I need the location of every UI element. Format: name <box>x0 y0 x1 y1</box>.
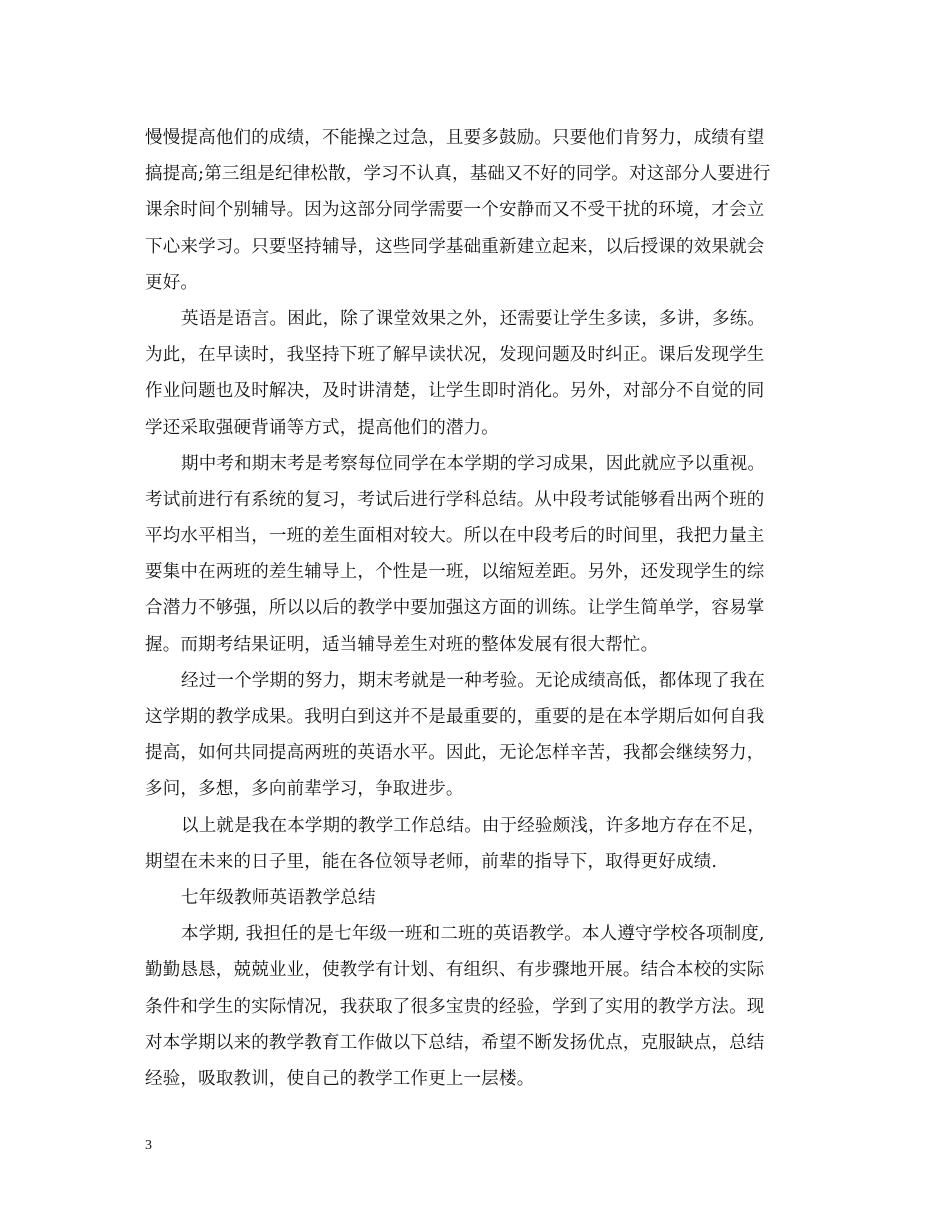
text-line: 要集中在两班的差生辅导上，个性是一班，以缩短差距。另外，还发现学生的综 <box>145 562 765 583</box>
paragraph-first-line: 经过一个学期的努力，期末考就是一种考验。无论成绩高低，都体现了我在 <box>181 670 766 691</box>
text-line: 慢慢提高他们的成绩，不能操之过急，且要多鼓励。只要他们肯努力，成绩有望 <box>145 128 765 148</box>
text-line: 合潜力不够强，所以以后的教学中要加强这方面的训练。让学生简单学，容易掌 <box>145 598 765 619</box>
text-line: 勤勤恳恳，兢兢业业，使教学有计划、有组织、有步骤地开展。结合本校的实际 <box>145 960 765 981</box>
text-line: 为此，在早读时，我坚持下班了解早读状况，发现问题及时纠正。课后发现学生 <box>145 345 765 366</box>
paragraph-first-line: 以上就是我在本学期的教学工作总结。由于经验颇浅，许多地方存在不足， <box>181 815 766 836</box>
text-line: 多问，多想，多向前辈学习，争取进步。 <box>145 779 464 800</box>
text-line: 握。而期考结果证明，适当辅导差生对班的整体发展有很大帮忙。 <box>145 634 659 655</box>
text-line: 条件和学生的实际情况，我获取了很多宝贵的经验，学到了实用的教学方法。现 <box>145 996 765 1017</box>
text-line: 更好。 <box>145 272 199 293</box>
text-line: 下心来学习。只要坚持辅导，这些同学基础重新建立起来，以后授课的效果就会 <box>145 236 765 257</box>
paragraph-first-line: 本学期, 我担任的是七年级一班和二班的英语教学。本人遵守学校各项制度, <box>181 924 765 945</box>
text-line: 提高，如何共同提高两班的英语水平。因此，无论怎样辛苦，我都会继续努力， <box>145 743 765 764</box>
text-line: 学还采取强硬背诵等方式，提高他们的潜力。 <box>145 417 499 438</box>
text-line: 对本学期以来的教学教育工作做以下总结，希望不断发扬优点，克服缺点，总结 <box>145 1032 765 1053</box>
text-line: 搞提高;第三组是纪律松散，学习不认真，基础又不好的同学。对这部分人要进行 <box>145 164 771 185</box>
section-heading: 七年级教师英语教学总结 <box>181 887 376 908</box>
text-line: 经验，吸取教训，使自己的教学工作更上一层楼。 <box>145 1068 535 1089</box>
text-line: 期望在未来的日子里，能在各位领导老师，前辈的指导下，取得更好成绩. <box>145 851 718 872</box>
text-line: 考试前进行有系统的复习，考试后进行学科总结。从中段考试能够看出两个班的 <box>145 489 765 510</box>
text-line: 课余时间个别辅导。因为这部分同学需要一个安静而又不受干扰的环境，才会立 <box>145 200 765 221</box>
page-number: 3 <box>145 1138 152 1153</box>
document-body <box>145 120 810 1097</box>
text-line: 平均水平相当，一班的差生面相对较大。所以在中段考后的时间里，我把力量主 <box>145 526 765 547</box>
paragraph-first-line: 期中考和期末考是考察每位同学在本学期的学习成果，因此就应予以重视。 <box>181 453 766 474</box>
paragraph-first-line: 英语是语言。困此，除了课堂效果之外，还需要让学生多读，多讲，多练。 <box>181 308 766 329</box>
text-line: 作业问题也及时解决，及时讲清楚，让学生即时消化。另外，对部分不自觉的同 <box>145 381 765 402</box>
text-line: 这学期的教学成果。我明白到这并不是最重要的，重要的是在本学期后如何自我 <box>145 707 765 727</box>
